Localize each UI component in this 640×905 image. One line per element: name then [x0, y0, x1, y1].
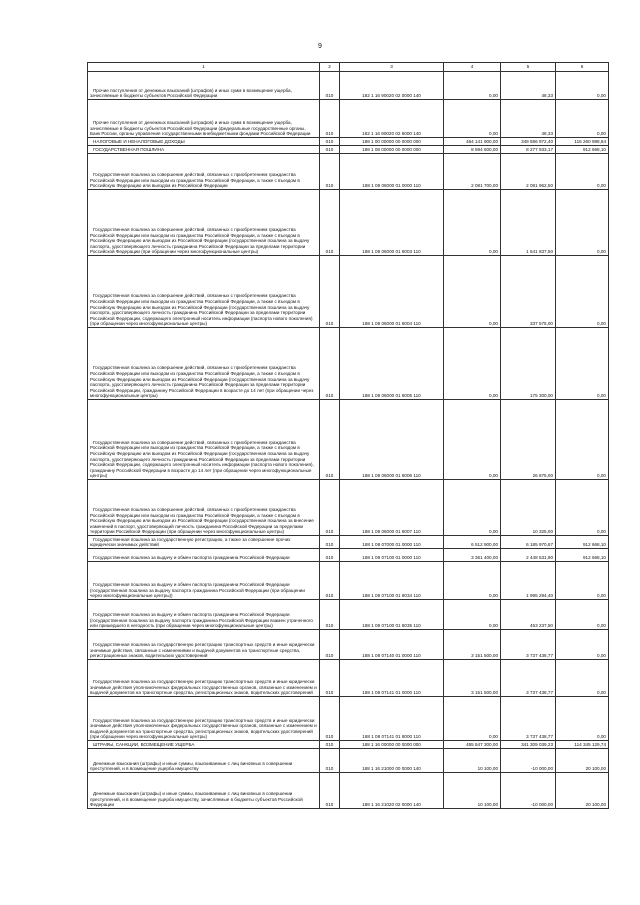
row-description-text: Государственная пошлина за совершение действий, связанных с приобретением гражданства Российской Федерации или выходом из гражданства Российской Федерации, а также с въездом в Российскую Федерацию или выездом из Российской Федерации (государственная пошлина за выдачу паспорта, удостоверяющего личность гражданина Российской Федерации за пределами территории Российской Федерации (при обращении через многофункциональные центры) [90, 227, 310, 255]
header-col-3: 3 [340, 63, 444, 72]
header-col-1: 1 [88, 63, 320, 72]
table-row [88, 773, 609, 809]
row-unexecuted-amount: 20 100,00 [556, 773, 609, 809]
row-unexecuted-amount: 912 668,10 [556, 549, 609, 562]
row-unexecuted-amount: 0,00 [556, 480, 609, 536]
row-line-code: 010 [320, 138, 340, 146]
row-description-text: ШТРАФЫ, САНКЦИИ, ВОЗМЕЩЕНИЕ УЩЕРБА [93, 742, 195, 748]
row-approved-amount: 464 141 900,00 [444, 138, 501, 146]
row-description-text: Государственная пошлина за государственную регистрацию транспортных средств и иные юридически значимые действия уполномоченных федеральных государственных органов, связанные с изменением и выдачей документов на транспортные средства, регистрационных знаков, водительских удостоверений (при обращении через многофункциональные центры) [90, 717, 317, 740]
row-executed-amount: 3 737 438,77 [501, 697, 556, 741]
row-budget-code: 188 1 08 06000 01 8005 110 [340, 328, 444, 400]
row-executed-amount: 2 448 531,90 [501, 549, 556, 562]
row-line-code: 010 [320, 400, 340, 480]
row-description [88, 190, 320, 256]
row-budget-code: 188 1 00 00000 00 0000 000 [340, 138, 444, 146]
row-description [88, 146, 320, 154]
row-budget-code: 188 1 08 07100 01 0000 110 [340, 549, 444, 562]
row-unexecuted-amount: 0,00 [556, 100, 609, 138]
row-approved-amount: 0,00 [444, 600, 501, 630]
row-approved-amount: 0,00 [444, 190, 501, 256]
row-description-text: Государственная пошлина за государственную регистрацию транспортных средств и иные юридически значимые действия уполномоченных федеральных государственных органов, связанные с изменением и выдачей документов на транспортные средства, регистрационных знаков, водительских удостоверений [90, 679, 317, 696]
row-unexecuted-amount: 0,00 [556, 328, 609, 400]
row-approved-amount: 3 361 400,00 [444, 549, 501, 562]
row-description-text: Прочие поступления от денежных взысканий (штрафов) и иных сумм в возмещение ущерба, зачисляемые в бюджеты субъектов Российской Федерации [90, 87, 292, 99]
row-description-text: Денежные взыскания (штрафы) и иные суммы, взыскиваемые с лиц виновных в совершении преступлений, и в возмещение ущерба имуществу [90, 760, 293, 772]
row-budget-code: 188 1 08 06000 01 8003 110 [340, 190, 444, 256]
row-line-code: 010 [320, 146, 340, 154]
row-unexecuted-amount: 0,00 [556, 190, 609, 256]
row-budget-code: 188 1 08 07140 01 0000 110 [340, 630, 444, 660]
row-approved-amount: 10 100,00 [444, 749, 501, 773]
row-budget-code: 182 1 16 90020 02 0000 140 [340, 72, 444, 100]
row-executed-amount: 2 081 962,50 [501, 154, 556, 190]
row-budget-code: 188 1 08 06000 01 0000 110 [340, 154, 444, 190]
row-line-code: 010 [320, 630, 340, 660]
row-line-code: 010 [320, 741, 340, 749]
row-executed-amount: 6 185 970,67 [501, 536, 556, 549]
row-approved-amount: 8 594 600,00 [444, 146, 501, 154]
row-description [88, 154, 320, 190]
row-executed-amount: 48,33 [501, 72, 556, 100]
row-description [88, 536, 320, 549]
table-body [88, 63, 609, 809]
table-row [88, 549, 609, 562]
row-budget-code: 188 1 08 07000 01 0000 110 [340, 536, 444, 549]
row-budget-code: 188 1 16 21020 02 0000 140 [340, 773, 444, 809]
row-description [88, 630, 320, 660]
row-approved-amount: 455 547 300,00 [444, 741, 501, 749]
header-col-6: 6 [556, 63, 609, 72]
row-budget-code: 188 1 16 00000 00 0000 000 [340, 741, 444, 749]
row-description [88, 72, 320, 100]
table-row [88, 536, 609, 549]
row-unexecuted-amount: 20 100,00 [556, 749, 609, 773]
row-executed-amount: 1 541 837,50 [501, 190, 556, 256]
header-col-4: 4 [444, 63, 501, 72]
row-approved-amount: 10 100,00 [444, 773, 501, 809]
row-description-text: НАЛОГОВЫЕ И НЕНАЛОГОВЫЕ ДОХОДЫ [93, 139, 185, 145]
row-line-code: 010 [320, 480, 340, 536]
row-executed-amount: 175 300,00 [501, 328, 556, 400]
row-description [88, 138, 320, 146]
header-col-5: 5 [501, 63, 556, 72]
row-description-text: Денежные взыскания (штрафы) и иные суммы, взыскиваемые с лиц виновных в совершении преступлений, и в возмещение ущерба имуществу, зачисляемые в бюджеты субъектов Российской Федерации [90, 791, 303, 808]
table-row [88, 480, 609, 536]
row-line-code: 010 [320, 154, 340, 190]
row-approved-amount: 3 151 500,00 [444, 660, 501, 697]
row-description [88, 562, 320, 600]
row-line-code: 010 [320, 562, 340, 600]
row-description [88, 328, 320, 400]
row-approved-amount: 3 151 500,00 [444, 630, 501, 660]
row-description [88, 400, 320, 480]
row-unexecuted-amount: 0,00 [556, 660, 609, 697]
table-row [88, 100, 609, 138]
row-budget-code: 188 1 08 00000 00 0000 000 [340, 146, 444, 154]
row-executed-amount: 8 277 933,17 [501, 146, 556, 154]
row-approved-amount: 0,00 [444, 480, 501, 536]
table-row [88, 138, 609, 146]
row-line-code: 010 [320, 72, 340, 100]
row-executed-amount: 3 737 438,77 [501, 660, 556, 697]
row-unexecuted-amount: 0,00 [556, 562, 609, 600]
row-unexecuted-amount: 0,00 [556, 72, 609, 100]
row-description-text: Прочие поступления от денежных взысканий (штрафов) и иных сумм в возмещение ущерба, зачисляемые в бюджеты субъектов Российской Федерации (федеральные государственные органы, Банк России, органы управления государственными внебюджетными фондами Российской Федерации [90, 120, 311, 137]
row-unexecuted-amount: 0,00 [556, 697, 609, 741]
row-approved-amount: 0,00 [444, 328, 501, 400]
row-approved-amount: 6 512 900,00 [444, 536, 501, 549]
row-executed-amount: 3 737 438,77 [501, 630, 556, 660]
table-row [88, 600, 609, 630]
row-approved-amount: 2 081 700,00 [444, 154, 501, 190]
row-description [88, 549, 320, 562]
row-description [88, 660, 320, 697]
row-line-code: 010 [320, 749, 340, 773]
row-line-code: 010 [320, 100, 340, 138]
row-description-text: Государственная пошлина за выдачу и обмен паспорта гражданина Российской Федерации [93, 555, 290, 561]
row-budget-code: 188 1 08 07100 01 8034 110 [340, 562, 444, 600]
row-description-text: ГОСУДАРСТВЕННАЯ ПОШЛИНА [93, 147, 165, 153]
row-description [88, 600, 320, 630]
row-description-text: Государственная пошлина за государственную регистрацию транспортных средств и иные юридически значимые действия, связанные с изменениями и выдачей документов на транспортные средства, регистрационных знаков, водительских удостоверений [90, 642, 315, 659]
row-description-text: Государственная пошлина за совершение действий, связанных с приобретением гражданства Российской Федерации или выходом из гражданства Российской Федерации, а также с въездом в Российскую Федерацию или выездом из Российской Федерации [90, 172, 300, 189]
row-approved-amount: 0,00 [444, 697, 501, 741]
row-line-code: 010 [320, 256, 340, 328]
row-executed-amount: 48,33 [501, 100, 556, 138]
row-description-text: Государственная пошлина за совершение действий, связанных с приобретением гражданства Российской Федерации или выходом из гражданства Российской Федерации, а также с въездом в Российскую Федерацию или выездом из Российской Федерации (государственная пошлина за выдачу паспорта, удостоверяющего личность гражданина Российской Федерации за пределами территории Российской Федерации, содержащего электронный носитель информации (паспорта нового поколения), гражданину Российской Федерации в возрасте до 14 лет (при обращении через многофункциональные центры) [90, 439, 314, 479]
row-line-code: 010 [320, 600, 340, 630]
row-budget-code: 188 1 08 07141 01 8000 110 [340, 697, 444, 741]
table-row [88, 400, 609, 480]
row-description [88, 256, 320, 328]
row-executed-amount: -10 000,00 [501, 749, 556, 773]
row-approved-amount: 0,00 [444, 400, 501, 480]
row-line-code: 010 [320, 536, 340, 549]
table-row [88, 562, 609, 600]
table-row [88, 630, 609, 660]
header-col-2: 2 [320, 63, 340, 72]
row-executed-amount: 341 309 039,23 [501, 741, 556, 749]
row-approved-amount: 0,00 [444, 256, 501, 328]
row-approved-amount: 0,00 [444, 100, 501, 138]
table-row [88, 146, 609, 154]
row-budget-code: 188 1 08 07100 01 8035 110 [340, 600, 444, 630]
row-approved-amount: 0,00 [444, 72, 501, 100]
row-budget-code: 182 1 16 90020 02 6000 140 [340, 100, 444, 138]
row-executed-amount: 1 995 294,40 [501, 562, 556, 600]
row-approved-amount: 0,00 [444, 562, 501, 600]
row-line-code: 010 [320, 549, 340, 562]
row-line-code: 010 [320, 697, 340, 741]
row-description-text: Государственная пошлина за выдачу и обмен паспорта гражданина Российской Федерации (государственная пошлина за выдачу паспорта гражданина Российской Федерации (при обращении через многофункциональные центры)) [90, 582, 305, 599]
row-budget-code: 188 1 08 06000 01 8006 110 [340, 400, 444, 480]
row-description [88, 100, 320, 138]
table-row [88, 697, 609, 741]
row-executed-amount: 337 575,00 [501, 256, 556, 328]
row-line-code: 010 [320, 190, 340, 256]
row-executed-amount: 26 875,00 [501, 400, 556, 480]
table-header-row [88, 63, 609, 72]
table-row [88, 749, 609, 773]
row-description-text: Государственная пошлина за совершение действий, связанных с приобретением гражданства Российской Федерации или выходом из гражданства Российской Федерации, а также с въездом в Российскую Федерацию или выездом из Российской Федерации (государственная пошлина за выдачу паспорта, удостоверяющего личность гражданина Российской Федерации за пределами территории Российской Федерации, содержащего электронный носитель информации (паспорта нового поколения) (при обращении через многофункциональные центры) [90, 293, 313, 327]
table-row [88, 154, 609, 190]
row-description-text: Государственная пошлина за совершение действий, связанных с приобретением гражданства Российской Федерации или выходом из гражданства Российской Федерации, а также с въездом в Российскую Федерацию или выездом из Российской Федерации (государственная пошлина за внесение изменений в паспорт, удостоверяющий личность гражданина Российской Федерации за пределами территории Российской Федерации (при обращении через многофункциональные центры) [90, 507, 314, 535]
row-line-code: 010 [320, 773, 340, 809]
row-unexecuted-amount: 912 668,10 [556, 146, 609, 154]
row-description [88, 480, 320, 536]
row-description [88, 741, 320, 749]
row-unexecuted-amount: 912 668,10 [556, 536, 609, 549]
row-budget-code: 188 1 08 06000 01 8004 110 [340, 256, 444, 328]
table-row [88, 72, 609, 100]
row-unexecuted-amount: 0,00 [556, 154, 609, 190]
row-unexecuted-amount: 0,00 [556, 256, 609, 328]
row-description [88, 749, 320, 773]
row-executed-amount: 349 586 972,40 [501, 138, 556, 146]
row-description [88, 697, 320, 741]
row-executed-amount: 453 237,50 [501, 600, 556, 630]
row-description-text: Государственная пошлина за выдачу и обмен паспорта гражданина Российской Федерации (государственная пошлина за выдачу паспорта гражданина Российской Федерации взамен утраченного или пришедшего в негодность (при обращении через многофункциональные центры) [90, 612, 313, 629]
row-budget-code: 188 1 08 06000 01 8007 110 [340, 480, 444, 536]
table-row [88, 741, 609, 749]
revenue-table [87, 62, 609, 809]
row-executed-amount: -10 000,00 [501, 773, 556, 809]
row-unexecuted-amount: 0,00 [556, 630, 609, 660]
row-unexecuted-amount: 114 345 129,74 [556, 741, 609, 749]
table-row [88, 190, 609, 256]
row-unexecuted-amount: 116 260 988,84 [556, 138, 609, 146]
row-description-text: Государственная пошлина за совершение действий, связанных с приобретением гражданства Российской Федерации или выходом из гражданства Российской Федерации, а также с въездом в Российскую Федерацию или выездом из Российской Федерации (государственная пошлина за выдачу паспорта, удостоверяющего личность гражданина Российской Федерации за пределами территории Российской Федерации, гражданину Российской Федерации в возрасте до 14 лет (при обращении через многофункциональные центры) [90, 365, 314, 399]
row-line-code: 010 [320, 328, 340, 400]
table-row [88, 660, 609, 697]
row-description-text: Государственная пошлина за государственную регистрацию, а также за совершение прочих юридически значимых действий [90, 536, 291, 548]
table-row [88, 328, 609, 400]
row-executed-amount: 10 325,00 [501, 480, 556, 536]
row-description [88, 773, 320, 809]
row-budget-code: 188 1 08 07141 01 0000 110 [340, 660, 444, 697]
table-row [88, 256, 609, 328]
row-unexecuted-amount: 0,00 [556, 400, 609, 480]
row-budget-code: 188 1 16 21000 00 0000 140 [340, 749, 444, 773]
page-number: 9 [318, 43, 322, 50]
row-unexecuted-amount: 0,00 [556, 600, 609, 630]
row-line-code: 010 [320, 660, 340, 697]
